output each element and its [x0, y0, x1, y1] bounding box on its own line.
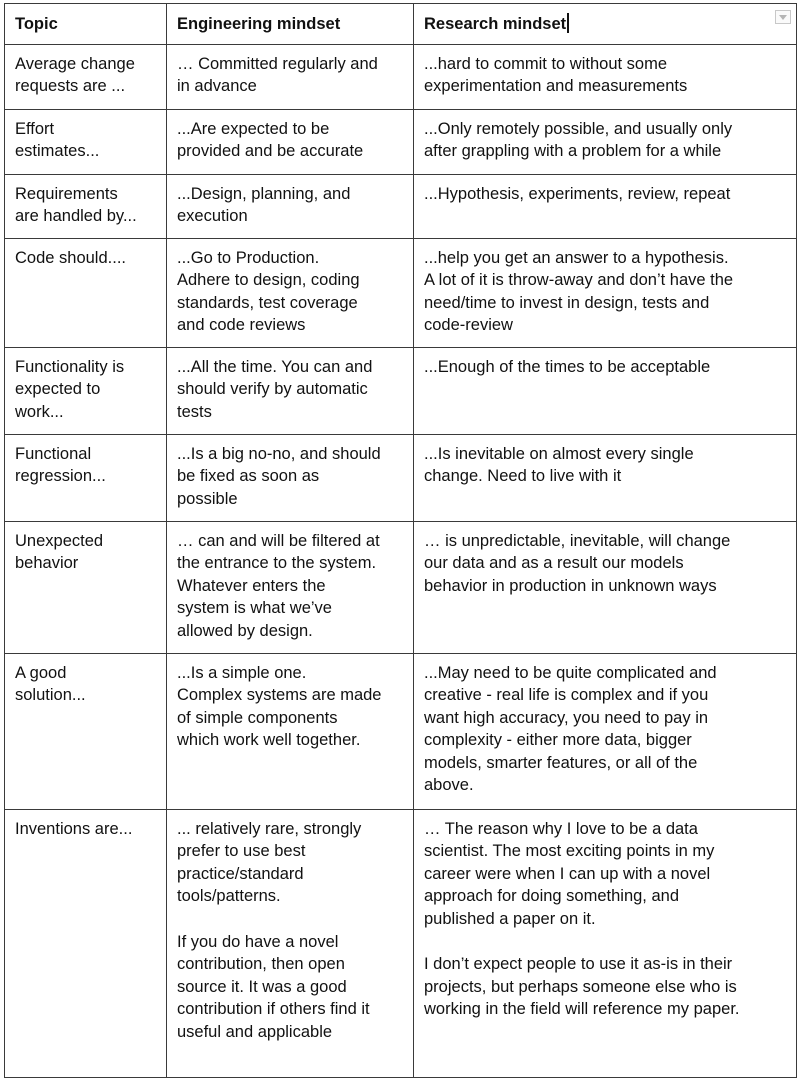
- topic-cell[interactable]: [5, 809, 167, 1077]
- research-cell[interactable]: [414, 44, 797, 109]
- topic-cell[interactable]: [5, 238, 167, 347]
- header-engineering-label: Engineering mindset: [177, 15, 341, 33]
- topic-text: Functional regression...: [15, 444, 106, 485]
- topic-text: Effort estimates...: [15, 119, 100, 160]
- engineering-text: ...Design, planning, and execution: [177, 184, 351, 225]
- header-topic[interactable]: [5, 4, 167, 45]
- topic-text: Functionality is expected to work...: [15, 357, 125, 421]
- engineering-cell[interactable]: [167, 434, 414, 521]
- research-cell[interactable]: [414, 347, 797, 434]
- table-row: [5, 809, 797, 1077]
- research-cell[interactable]: [414, 653, 797, 809]
- table-row: [5, 434, 797, 521]
- filter-dropdown-icon[interactable]: [775, 10, 791, 24]
- engineering-cell[interactable]: [167, 521, 414, 653]
- engineering-cell[interactable]: [167, 109, 414, 174]
- table-row: [5, 521, 797, 653]
- research-cell[interactable]: [414, 109, 797, 174]
- table-row: [5, 238, 797, 347]
- header-topic-label: Topic: [15, 15, 58, 33]
- header-row: [5, 4, 797, 45]
- topic-cell[interactable]: [5, 174, 167, 238]
- header-research[interactable]: [414, 4, 797, 45]
- engineering-text: … can and will be filtered at the entrance to the system. Whatever enters the system is what we’ve allowed by design.: [177, 531, 380, 640]
- engineering-cell[interactable]: [167, 809, 414, 1077]
- research-text: ...Only remotely possible, and usually only after grappling with a problem for a while: [424, 119, 733, 160]
- topic-cell[interactable]: [5, 109, 167, 174]
- engineering-cell[interactable]: [167, 238, 414, 347]
- engineering-text: ...Is a simple one. Complex systems are made of simple components which work well together.: [177, 663, 382, 749]
- engineering-cell[interactable]: [167, 174, 414, 238]
- table-row: [5, 109, 797, 174]
- engineering-text: ...All the time. You can and should verify by automatic tests: [177, 357, 373, 421]
- topic-text: A good solution...: [15, 663, 86, 704]
- table-row: [5, 653, 797, 809]
- research-text: ...help you get an answer to a hypothesis. A lot of it is throw-away and don’t have the need/time to invest in design, tests and code-review: [424, 248, 734, 334]
- engineering-cell[interactable]: [167, 653, 414, 809]
- engineering-text: ...Are expected to be provided and be accurate: [177, 119, 364, 160]
- research-paragraph: I don’t expect people to use it as-is in their projects, but perhaps someone else who is working in the field will reference my paper.: [424, 955, 740, 1018]
- topic-text: Requirements are handled by...: [15, 184, 137, 225]
- research-text: ...Enough of the times to be acceptable: [424, 357, 711, 376]
- table-row: [5, 347, 797, 434]
- research-text: ...Hypothesis, experiments, review, repeat: [424, 184, 731, 203]
- topic-cell[interactable]: [5, 44, 167, 109]
- table-row: [5, 44, 797, 109]
- engineering-paragraph: ... relatively rare, strongly prefer to use best practice/standard tools/patterns.: [177, 819, 362, 905]
- engineering-text: ...Go to Production. Adhere to design, coding standards, test coverage and code reviews: [177, 248, 360, 334]
- topic-cell[interactable]: [5, 434, 167, 521]
- engineering-paragraph: If you do have a novel contribution, then open source it. It was a good contribution if others find it useful and applicable: [177, 932, 370, 1041]
- topic-cell[interactable]: [5, 521, 167, 653]
- topic-cell[interactable]: [5, 347, 167, 434]
- topic-text: Code should....: [15, 248, 126, 267]
- engineering-text: … Committed regularly and in advance: [177, 54, 378, 95]
- research-cell[interactable]: [414, 174, 797, 238]
- topic-text: Unexpected behavior: [15, 531, 104, 572]
- research-cell[interactable]: [414, 521, 797, 653]
- research-paragraph: … The reason why I love to be a data scientist. The most exciting points in my career were when I can up with a novel approach for doing something, and published a paper on it.: [424, 819, 715, 928]
- text-cursor: [567, 13, 569, 33]
- research-text: ...hard to commit to without some experimentation and measurements: [424, 54, 688, 95]
- research-text: ...Is inevitable on almost every single change. Need to live with it: [424, 444, 694, 485]
- topic-cell[interactable]: [5, 653, 167, 809]
- engineering-text: ...Is a big no-no, and should be fixed as soon as possible: [177, 444, 381, 508]
- table-row: [5, 174, 797, 238]
- header-research-label: Research mindset: [424, 15, 567, 33]
- research-text: … is unpredictable, inevitable, will change our data and as a result our models behavior in production in unknown ways: [424, 531, 731, 595]
- topic-text: Average change requests are ...: [15, 54, 135, 95]
- research-text: ...May need to be quite complicated and creative - real life is complex and if you want high accuracy, you need to pay in complexity - either more data, bigger models, smarter features, or all of the above.: [424, 663, 717, 794]
- engineering-cell[interactable]: [167, 44, 414, 109]
- research-cell[interactable]: [414, 809, 797, 1077]
- research-cell[interactable]: [414, 238, 797, 347]
- topic-text: Inventions are...: [15, 819, 133, 838]
- comparison-table: [4, 3, 797, 1078]
- engineering-cell[interactable]: [167, 347, 414, 434]
- header-engineering[interactable]: [167, 4, 414, 45]
- research-cell[interactable]: [414, 434, 797, 521]
